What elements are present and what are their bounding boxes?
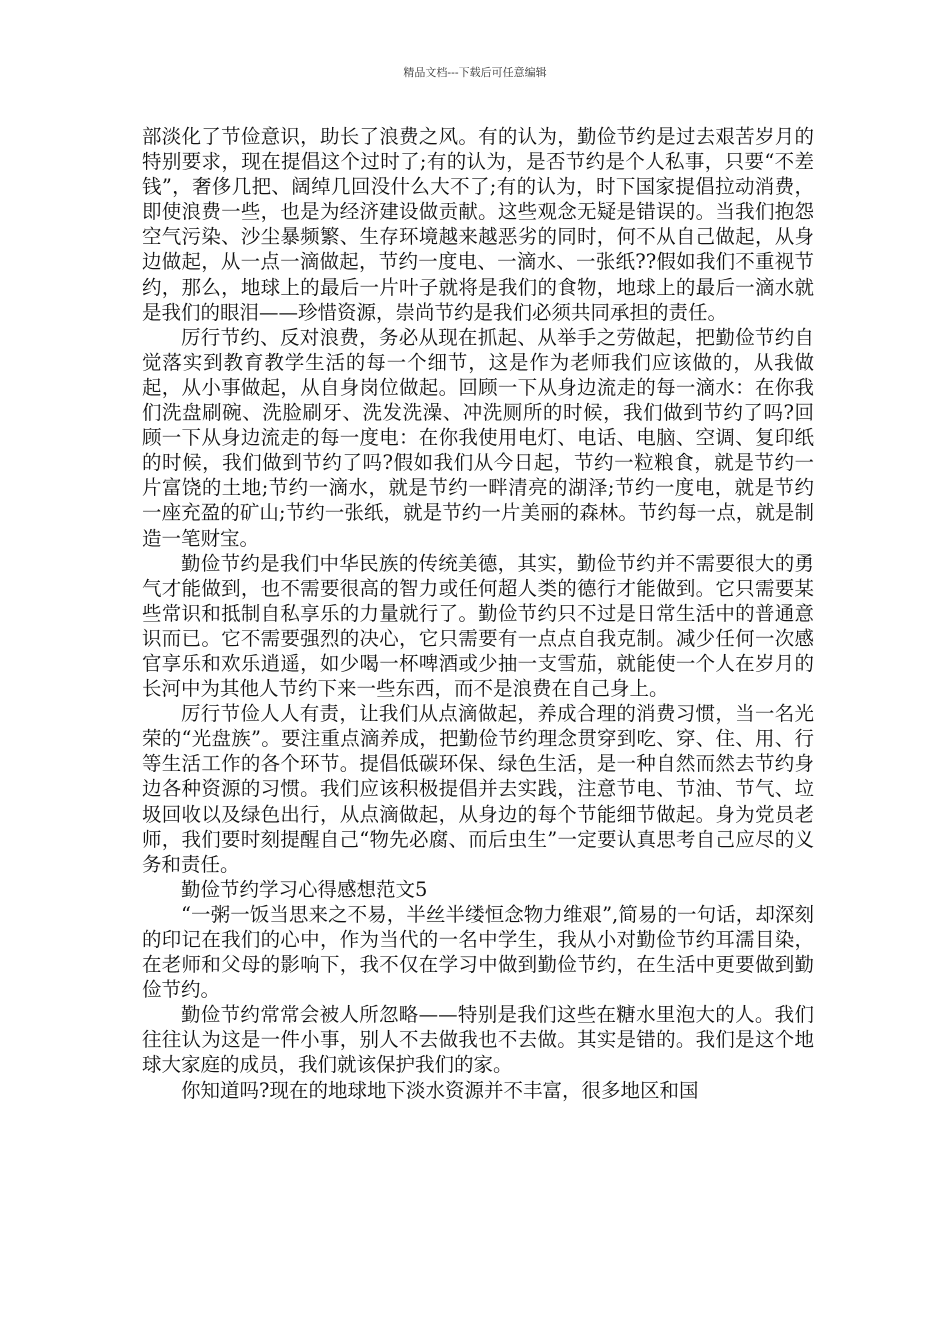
paragraph: 厉行节约、反对浪费，务必从现在抓起、从举手之劳做起，把勤俭节约自觉落实到教育教学生活的每一个细节，这是作为老师我们应该做的，从我做起，从小事做起，从自身岗位做起。回顾一下从身边流走的每一滴水：在你我们洗盘刷碗、洗脸刷牙、洗发洗澡、冲洗厕所的时候，我们做到节约了吗?回顾一下从身边流走的每一度电：在你我使用电灯、电话、电脑、空调、复印纸的时候，我们做到节约了吗?假如我们从今日起，节约一粒粮食，就是节约一片富饶的土地;节约一滴水，就是节约一畔清亮的湖泽;节约一度电，就是节约一座充盈的矿山;节约一张纸，就是节约一片美丽的森林。节约每一点，就是制造一笔财宝。: [142, 325, 814, 550]
document-body: [142, 124, 814, 1103]
paragraph: 你知道吗?现在的地球地下淡水资源并不丰富，很多地区和国: [181, 1078, 699, 1102]
page-header: 精品文档---下载后可任意编辑: [403, 66, 547, 79]
section-heading: 勤俭节约学习心得感想范文5: [181, 877, 428, 901]
paragraph: 部淡化了节俭意识，助长了浪费之风。有的认为，勤俭节约是过去艰苦岁月的特别要求，现在提倡这个过时了;有的认为，是否节约是个人私事，只要“不差钱”，奢侈几把、阔绰几回没什么大不了;有的认为，时下国家提倡拉动消费，即使浪费一些，也是为经济建设做贡献。这些观念无疑是错误的。当我们抱怨空气污染、沙尘暴频繁、生存环境越来越恶劣的同时，何不从自己做起，从身边做起，从一点一滴做起，节约一度电、一滴水、一张纸??假如我们不重视节约，那么，地球上的最后一片叶子就将是我们的食物，地球上的最后一滴水就是我们的眼泪——珍惜资源，崇尚节约是我们必须共同承担的责任。: [142, 125, 814, 324]
paragraph: 厉行节俭人人有责，让我们从点滴做起，养成合理的消费习惯，当一名光荣的“光盘族”。要注重点滴养成，把勤俭节约理念贯穿到吃、穿、住、用、行等生活工作的各个环节。提倡低碳环保、绿色生活，是一种自然而然去节约身边各种资源的习惯。我们应该积极提倡并去实践，注意节电、节油、节气、垃圾回收以及绿色出行，从点滴做起，从身边的每个节能细节做起。身为党员老师，我们要时刻提醒自己“物先必腐、而后虫生”一定要认真思考自己应尽的义务和责任。: [142, 702, 814, 876]
paragraph: 勤俭节约是我们中华民族的传统美德，其实，勤俭节约并不需要很大的勇气才能做到，也不需要很高的智力或任何超人类的德行才能做到。它只需要某些常识和抵制自私享乐的力量就行了。勤俭节约只不过是日常生活中的普通意识而已。它不需要强烈的决心，它只需要有一点点自我克制。减少任何一次感官享乐和欢乐逍遥，如少喝一杯啤酒或少抽一支雪茄，就能使一个人在岁月的长河中为其他人节约下来一些东西，而不是浪费在自己身上。: [142, 551, 814, 701]
paragraph: 勤俭节约常常会被人所忽略——特别是我们这些在糖水里泡大的人。我们往往认为这是一件小事，别人不去做我也不去做。其实是错的。我们是这个地球大家庭的成员，我们就该保护我们的家。: [142, 1003, 814, 1077]
paragraph: “一粥一饭当思来之不易，半丝半缕恒念物力维艰”,简易的一句话，却深刻的印记在我们的心中，作为当代的一名中学生，我从小对勤俭节约耳濡目染，在老师和父母的影响下，我不仅在学习中做到勤俭节约，在生活中更要做到勤俭节约。: [142, 902, 814, 1002]
